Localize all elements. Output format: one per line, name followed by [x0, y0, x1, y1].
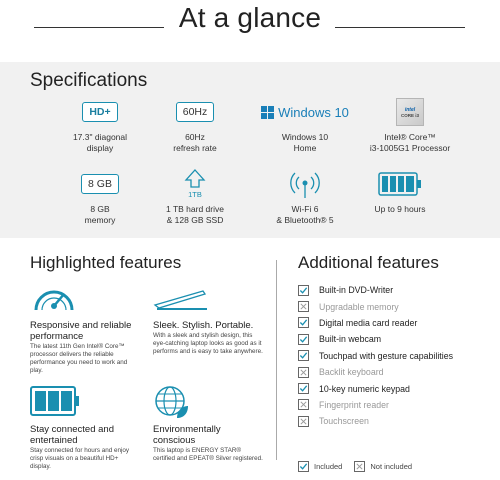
spec-memory-label: 8 GB memory [84, 204, 116, 225]
feature-connected-title: Stay connected and entertained [30, 424, 114, 446]
additional-feature-item [298, 413, 488, 429]
windows-logo-icon [261, 105, 349, 120]
additional-feature-label: Touchscreen [319, 416, 369, 427]
svg-text:1TB: 1TB [188, 190, 202, 199]
additional-feature-item [298, 380, 488, 396]
additional-feature-item [298, 364, 488, 380]
feature-performance-title: Responsive and reliable performance [30, 320, 132, 342]
additional-feature-item [298, 282, 488, 298]
feature-connected-desc: Stay connected for hours and enjoy crisp visuals on a beautiful HD+ display. [30, 447, 130, 470]
specifications-panel [0, 62, 500, 238]
included-legend-check-icon [298, 461, 309, 472]
speedometer-icon [30, 280, 78, 316]
wifi-icon [290, 169, 320, 199]
feature-environment [153, 384, 263, 463]
additional-feature-item [298, 397, 488, 413]
refresh-rate-icon: 60Hz [176, 102, 215, 122]
legend [298, 461, 412, 472]
spec-display-label: 17.3" diagonal display [72, 132, 128, 153]
spec-battery-label: Up to 9 hours [374, 204, 426, 214]
feature-environment-desc: This laptop is ENERGY STAR® certified and EPEAT® Silver registered. [153, 447, 263, 462]
additional-feature-label: Built-in webcam [319, 334, 382, 345]
title-rule-right [335, 27, 465, 28]
spec-wireless-label: Wi-Fi 6 & Bluetooth® 5 [276, 204, 334, 225]
additional-feature-item [298, 348, 488, 364]
x-icon [298, 301, 309, 312]
check-icon [298, 317, 309, 328]
check-icon [298, 334, 309, 345]
x-icon [298, 399, 309, 410]
additional-feature-label: Digital media card reader [319, 317, 418, 328]
memory-icon: 8 GB [81, 174, 119, 194]
legend-not-included-label: Not included [370, 462, 413, 471]
hd-plus-icon: HD+ [82, 102, 117, 122]
additional-feature-label: 10-key numeric keypad [319, 383, 410, 394]
spec-storage-label: 1 TB hard drive & 128 GB SSD [166, 204, 224, 225]
spec-battery [345, 170, 455, 215]
title-row [0, 0, 500, 40]
x-icon [298, 416, 309, 427]
windows-flag-icon [261, 106, 274, 119]
spec-os-label: Windows 10 Home [281, 132, 329, 153]
page-title: At a glance [178, 2, 322, 33]
additional-feature-label: Fingerprint reader [319, 399, 389, 410]
additional-feature-label: Built-in DVD-Writer [319, 285, 394, 296]
x-icon [298, 367, 309, 378]
spec-processor [355, 98, 465, 154]
feature-performance [30, 280, 140, 375]
specifications-title: Specifications [30, 70, 148, 91]
section-divider [276, 260, 277, 460]
spec-refresh-rate-label: 60Hz refresh rate [173, 132, 217, 153]
windows-logo-text: Windows 10 [278, 104, 349, 120]
additional-feature-item [298, 331, 488, 347]
additional-feature-item [298, 315, 488, 331]
feature-connected [30, 384, 140, 471]
storage-icon [184, 169, 206, 199]
spec-memory [45, 170, 155, 226]
battery-large-icon [30, 385, 80, 419]
not-included-legend-x-icon [354, 461, 365, 472]
feature-design-title: Sleek. Stylish. Portable. [153, 320, 254, 331]
spec-display [45, 98, 155, 154]
additional-feature-item [298, 298, 488, 314]
additional-feature-label: Touchpad with gesture capabilities [319, 350, 453, 361]
feature-performance-desc: The latest 11th Gen Intel® Core™ processor delivers the reliable performance you need to work and play. [30, 343, 128, 374]
laptop-profile-icon [153, 283, 209, 313]
battery-icon [378, 171, 422, 197]
feature-environment-title: Environmentally conscious [153, 424, 221, 446]
additional-features-list [298, 282, 488, 430]
legend-included-label: Included [314, 462, 343, 471]
additional-feature-label: Backlit keyboard [319, 367, 384, 378]
check-icon [298, 383, 309, 394]
globe-leaf-icon [153, 384, 189, 420]
spec-processor-label: Intel® Core™ i3-1005G1 Processor [369, 132, 451, 153]
check-icon [298, 350, 309, 361]
additional-feature-label: Upgradable memory [319, 301, 399, 312]
spec-storage [140, 170, 250, 226]
spec-refresh-rate [140, 98, 250, 154]
feature-design [153, 280, 263, 356]
spec-wireless [250, 170, 360, 226]
intel-core-i3-icon: intel CORE i3 [396, 98, 424, 126]
additional-features-title: Additional features [298, 253, 439, 272]
check-icon [298, 285, 309, 296]
feature-design-desc: With a sleek and stylish design, this eye-catching laptop looks as good as it performs and is easy to take anywhere. [153, 332, 263, 355]
highlighted-features-title: Highlighted features [30, 253, 182, 272]
spec-os [250, 98, 360, 154]
